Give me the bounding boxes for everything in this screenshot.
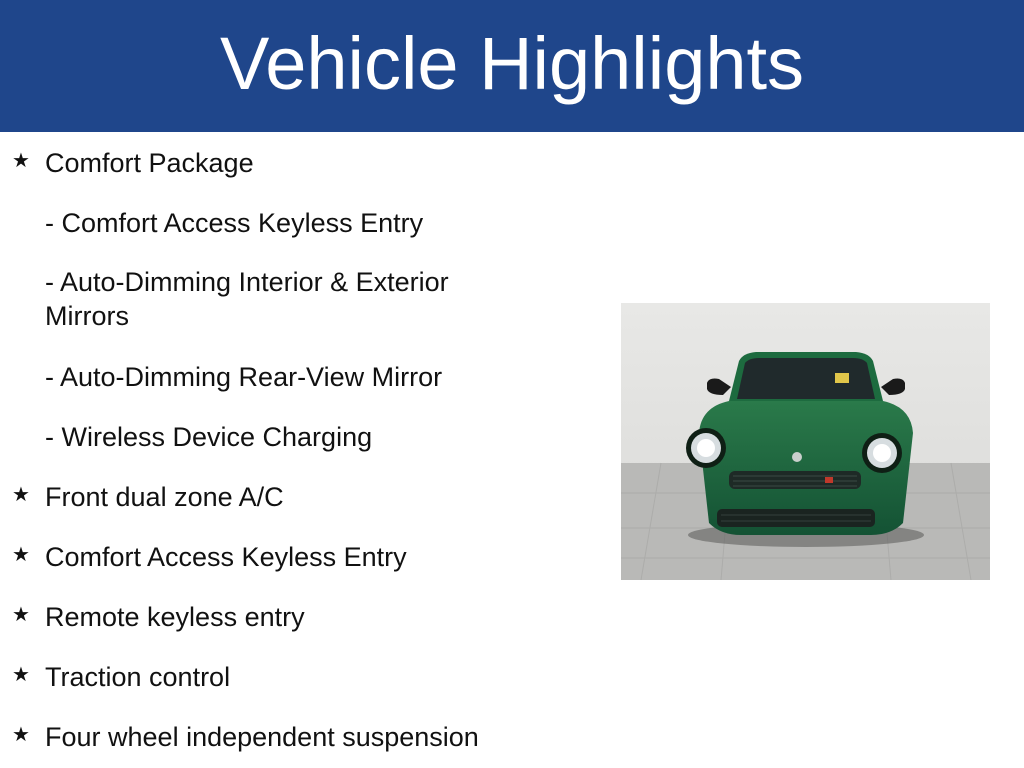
header-banner [0,0,1024,132]
star-bullet-icon: ★ [12,664,30,686]
car-front-image [621,303,990,580]
star-bullet-icon: ★ [12,150,30,172]
page-title: Vehicle Highlights [219,22,805,105]
star-bullet-icon: ★ [12,604,30,626]
star-bullet-icon: ★ [12,724,30,746]
star-bullet-icon: ★ [12,544,30,566]
star-bullet-icon: ★ [12,484,30,506]
vehicle-photo [621,303,990,580]
